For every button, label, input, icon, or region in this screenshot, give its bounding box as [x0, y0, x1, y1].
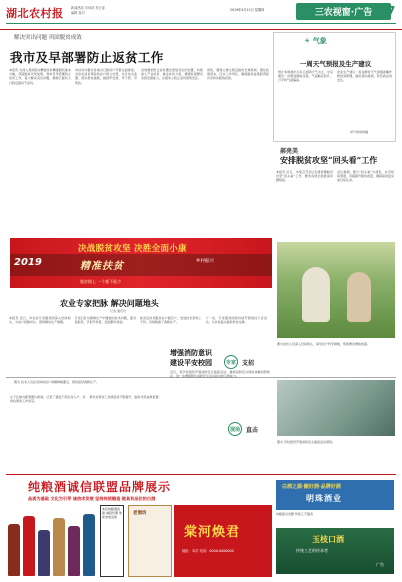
masthead-sub1: 新闻热线 市场部 发行部	[71, 6, 105, 10]
expert-badge-char: 专家	[224, 355, 238, 369]
banner-middle-text: 精准扶贫	[80, 261, 124, 272]
ad-title: 纯粮酒诚信联盟品牌展示	[28, 480, 172, 494]
lead-column: 市扶贫办要求各地对已脱贫户开展全面排查，对存在返贫风险的农户建立台账，实行动态监测，落实帮扶措施，做到早发现、早干预、早帮扶。	[75, 68, 137, 85]
lead-body	[9, 68, 269, 232]
tanghe-brand: 棠河焕君	[184, 525, 241, 540]
section-title: 三农视窗·广告	[296, 3, 391, 20]
article2-column: 专家们针对春耕生产中遇到的技术问题，面对面指导，手把手传授，受到群众欢迎。	[74, 316, 136, 325]
tanghe-ad[interactable]	[174, 505, 272, 577]
yuzhi-brand: 玉枝口酒	[312, 534, 344, 544]
lead-kicker: 解决突出问题 巩固脱贫成效	[14, 35, 82, 41]
left-block-column: 左下区域为配套图片新闻，记录了基层干部走村入户、宣传政策的工作场景。	[10, 395, 86, 404]
left-block	[10, 395, 165, 469]
article2-column: 下一步，专家服务团将持续开展送技下乡活动，为乡村振兴提供科技支撑。	[205, 316, 267, 325]
article3-headline-line1[interactable]: 增强消防意识	[170, 348, 212, 357]
mingzhu-ad-line1: 白酒之源·酿好酒·品牌好酒	[282, 484, 341, 490]
yuzhi-slogan: 传统工艺的传承者	[296, 548, 328, 553]
ad-side-note: 本店纯粮酒直销 诚招代理 欢迎来电洽谈	[100, 505, 124, 577]
tanghe-address: 地址：本市 电话：0000-0000000	[182, 549, 234, 553]
banner-tag: 乡村振兴	[196, 259, 214, 264]
article2-column: 此次活动共服务农户数百户，发放技术资料上千份，有效助推了春耕生产。	[140, 316, 202, 325]
bottle-image	[8, 524, 20, 576]
article2-byline: 记者 通讯员	[110, 309, 126, 313]
bottle-lineup	[8, 506, 100, 576]
bottle-image	[83, 514, 95, 576]
scene-badge-char: 现场	[228, 422, 242, 436]
bottle-image	[68, 526, 80, 576]
fire-drill-photo	[277, 380, 395, 436]
person-figure	[302, 267, 330, 322]
masthead-subtitle	[71, 6, 105, 15]
article3-body: 近日，某学校组织开展消防安全演练活动，邀请消防官兵现场讲解消防知识，进一步增强师生消防安全意识和自救互救能力。	[170, 370, 270, 379]
photo-caption: 图为 技术人员在田间向农户讲解种植要点，现场指导春耕生产。	[14, 380, 99, 384]
banner-slogan: 决战脱贫攻坚 决胜全面小康	[78, 244, 187, 254]
expert-badge	[224, 352, 272, 372]
masthead-sub2: 编辑 校对	[71, 10, 85, 15]
person-figure	[347, 272, 371, 322]
article3-headline-line2[interactable]: 建设平安校园	[170, 358, 212, 367]
expert-badge-word: 支招	[242, 360, 255, 367]
article2-column: 本报讯 近日，市农业专家服务团深入田间地头，为农户把脉问诊，现场解决生产难题。	[9, 316, 71, 325]
ad-divider	[6, 474, 396, 475]
banner-bottom-text: 脱贫路上 一个都不能少	[80, 279, 122, 284]
ad-subtitle: 品质为基础 文化为引导 诚信求发展 坚持传统酿造 做具有品位的白酒	[28, 496, 156, 501]
issue-date: 2019年4月11日 星期四	[230, 8, 265, 12]
weather-header-label: 气象	[312, 37, 327, 45]
laojiufang-ad[interactable]	[128, 505, 172, 577]
field-photo	[277, 242, 395, 338]
fire-drill-caption: 图为 学校组织开展消防安全演练活动现场。	[277, 440, 335, 444]
mingzhu-ad-note: 纯粮固态发酵 传统工艺酿造	[276, 512, 313, 516]
right-story-column: 本报讯 近日，市里召开会议安排部署脱贫攻坚“回头看”工作，要求各地全面排查问题短板。	[276, 170, 333, 183]
weather-column: 农业生产建议：抓住晴好天气加强春播作物田间管理，做好清沟排渍，防范病虫害发生。	[337, 70, 392, 83]
right-story-body	[276, 170, 394, 238]
field-photo-caption: 图为农技人员深入田间地头，指导农户科学种植，帮助群众增收致富。	[277, 342, 371, 346]
left-block-column: 群众对帮扶工作满意度不断提升，脱贫攻坚成效显著。	[89, 395, 162, 399]
right-story-column: 会议强调，要以“回头看”为契机，补齐短板弱项，巩固提升脱贫质量，确保高质量完成目标任务。	[337, 170, 394, 183]
weather-title[interactable]: 一周天气预报及生产建议	[299, 60, 372, 68]
bottle-image	[38, 530, 50, 576]
banner-year: 2019	[14, 257, 42, 268]
yuzhi-ad[interactable]	[276, 528, 394, 574]
lead-column: 同时，要建立健全稳定脱贫长效机制，强化政策落实，压实工作责任，确保脱贫成果经得起历史和实践的检验。	[207, 68, 269, 81]
newspaper-logo: 湖北农村报	[6, 7, 64, 20]
bottle-image	[53, 518, 65, 576]
ad-label: 广告	[376, 562, 384, 567]
mingzhu-ad[interactable]	[276, 480, 394, 510]
sun-icon: ☀	[304, 37, 311, 45]
scene-badge	[228, 420, 272, 438]
weather-column: 预计本周我市以多云到阴天气为主，中后期有一次明显降雨过程，气温略有回升，日平均气温偏高。	[278, 70, 333, 83]
banner-band	[10, 254, 272, 276]
lead-headline[interactable]: 我市及早部署防止返贫工作	[10, 50, 164, 65]
right-story-kicker: 郝亮美	[280, 148, 299, 155]
lead-column: 各地要把防止返贫摆在更加突出的位置，持续加大产业扶贫、就业扶贫力度，增强贫困群众自我发展能力，从根本上防止返贫现象发生。	[141, 68, 203, 81]
weather-header	[304, 36, 327, 46]
right-story-headline[interactable]: 安排脱贫攻坚“回头看”工作	[280, 155, 378, 165]
article2-headline[interactable]: 农业专家把脉 解决问题地头	[60, 298, 159, 308]
top-divider	[6, 23, 396, 24]
laojiufang-name: 老酒坊	[133, 511, 147, 516]
mingzhu-ad-brand: 明珠酒业	[306, 494, 342, 503]
weather-source: 市气象局供稿	[350, 130, 369, 134]
scene-badge-word: 直击	[246, 427, 259, 434]
bottle-image	[23, 516, 35, 576]
weather-body	[278, 70, 392, 136]
page-number: 7	[387, 4, 396, 18]
lead-column: 本报讯 为深入贯彻落实精准扶贫精准脱贫基本方略，巩固脱贫攻坚成果，我市及早部署防止返贫工作，着力解决突出问题，确保已脱贫人口稳定脱贫不返贫。	[9, 68, 71, 85]
